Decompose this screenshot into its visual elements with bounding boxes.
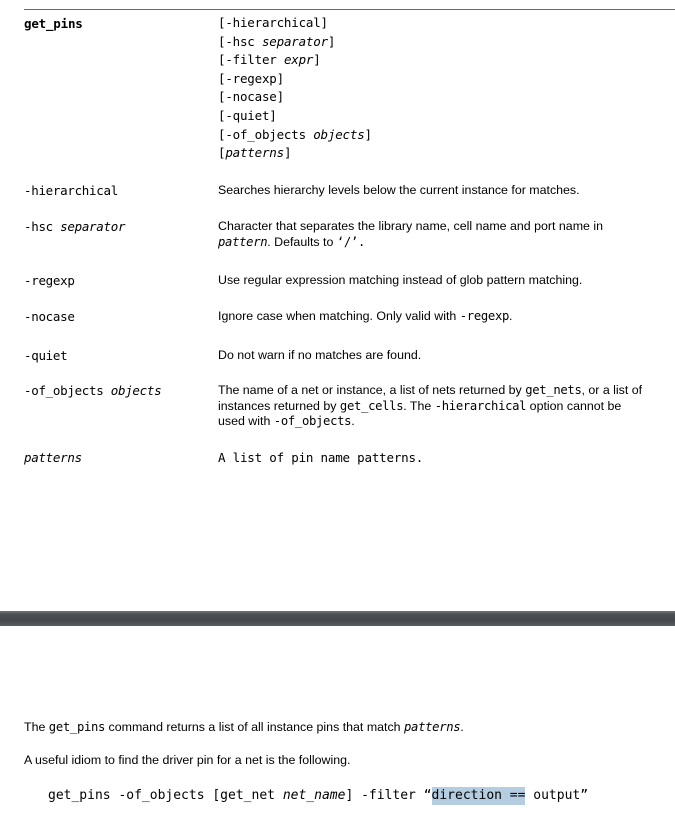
- syntax-line: [218, 51, 658, 70]
- option-description-text: used with: [218, 414, 274, 429]
- option-term-italic: patterns: [24, 450, 82, 465]
- highlighted-selection: direction ==: [431, 788, 526, 803]
- code-text: ] -filter “: [345, 788, 432, 803]
- option-description-text: instances returned by: [218, 398, 340, 413]
- option-description: [218, 309, 675, 325]
- net-name-placeholder: net_name: [282, 788, 346, 803]
- option-description-text: Searches hierarchy levels below the current instance for matches.: [218, 183, 580, 197]
- option-term-text: -nocase: [24, 309, 75, 324]
- syntax-line-pre: [-hsc: [218, 33, 262, 49]
- get-cells-token: get_cells: [339, 398, 404, 413]
- syntax-line: [218, 126, 658, 145]
- option-description-text: Use regular expression matching instead of glob pattern matching.: [218, 273, 583, 287]
- syntax-line-post: ]: [313, 52, 321, 68]
- option-description-line: [218, 414, 675, 430]
- patterns-token: patterns: [404, 720, 461, 734]
- syntax-line: [218, 88, 658, 107]
- paragraph-idiom: A useful idiom to find the driver pin for a net is the following.: [24, 753, 351, 767]
- option-term-text: -regexp: [24, 273, 75, 288]
- syntax-line-pre: [: [218, 145, 226, 161]
- option-description-text: Do not warn if no matches are found.: [218, 348, 422, 362]
- option-description: [218, 348, 675, 364]
- option-description: [218, 273, 675, 289]
- option-term: [24, 273, 214, 289]
- get-pins-token: get_pins: [48, 720, 106, 734]
- option-term-text: -quiet: [24, 348, 68, 363]
- syntax-line-pre: [-regexp]: [218, 70, 284, 86]
- syntax-line-italic: separator: [261, 33, 328, 49]
- option-description: [218, 219, 675, 250]
- option-description-text: option cannot be: [526, 398, 622, 413]
- syntax-line-pre: [-nocase]: [218, 89, 284, 105]
- syntax-line: [218, 33, 658, 52]
- syntax-line-pre: [-hierarchical]: [218, 15, 328, 30]
- syntax-line-pre: [-of_objects: [218, 126, 314, 142]
- syntax-line-post: ]: [364, 126, 372, 142]
- code-text-end: output”: [525, 788, 589, 803]
- code-text: get_pins -of_objects [get_net: [48, 788, 283, 803]
- option-term-italic: objects: [110, 383, 162, 398]
- option-description-text: Ignore case when matching. Only valid with: [218, 309, 460, 323]
- section-divider-bar: [0, 611, 675, 626]
- option-description: [218, 450, 675, 466]
- option-term: [24, 309, 214, 325]
- option-term: [24, 383, 214, 399]
- option-description-text: The name of a net or instance, a list of nets returned by: [218, 383, 526, 397]
- option-description-text: , or a list of: [581, 383, 643, 397]
- paragraph-text: The: [24, 720, 49, 734]
- option-description-text: . Defaults to: [267, 234, 337, 249]
- option-term: [24, 183, 214, 199]
- option-description-text-end: .: [509, 309, 513, 323]
- option-term: [24, 450, 214, 466]
- option-term-text: -of_objects: [24, 383, 111, 398]
- option-description-line: [218, 235, 675, 251]
- of-objects-token: -of_objects: [273, 414, 352, 429]
- option-description-line: Character that separates the library name, cell name and port name in: [218, 219, 603, 233]
- option-description: [218, 383, 675, 430]
- separator-default-value: ‘/’.: [336, 234, 365, 249]
- paragraph-text-end: .: [460, 720, 464, 734]
- option-term: [24, 348, 214, 364]
- option-description-text: A list of pin name patterns.: [218, 450, 424, 465]
- top-rule-divider: [24, 9, 675, 10]
- option-description: [218, 183, 675, 199]
- syntax-line-post: ]: [327, 33, 336, 49]
- syntax-line-pre: [-filter: [218, 52, 284, 68]
- syntax-line-italic: expr: [283, 52, 314, 68]
- paragraph-returns: [24, 719, 644, 735]
- get-nets-token: get_nets: [525, 383, 582, 397]
- option-description-line: [218, 309, 512, 323]
- syntax-line: [218, 70, 658, 89]
- option-description-text: .: [351, 414, 355, 429]
- option-term: [24, 219, 214, 235]
- syntax-line-post: ]: [283, 145, 292, 161]
- syntax-line-italic: patterns: [225, 145, 284, 161]
- syntax-line: [218, 14, 658, 33]
- code-example-line: [48, 787, 588, 804]
- paragraph-text: command returns a list of all instance pins that match: [105, 720, 404, 734]
- pattern-token: pattern: [218, 234, 268, 249]
- option-description-line: [218, 399, 675, 415]
- command-name: get_pins: [24, 16, 83, 31]
- syntax-line-italic: objects: [313, 126, 365, 142]
- syntax-line-pre: [-quiet]: [218, 107, 277, 123]
- syntax-line: [218, 144, 658, 163]
- option-term-text: -hsc: [24, 219, 61, 234]
- option-description-line: [218, 383, 675, 399]
- syntax-line: [218, 107, 658, 126]
- hierarchical-token: -hierarchical: [434, 398, 527, 413]
- option-description-text: . The: [403, 398, 435, 413]
- option-term-text: -hierarchical: [24, 183, 118, 198]
- syntax-argument-list: [218, 14, 658, 163]
- regexp-token: -regexp: [459, 309, 510, 323]
- option-term-italic: separator: [60, 219, 126, 234]
